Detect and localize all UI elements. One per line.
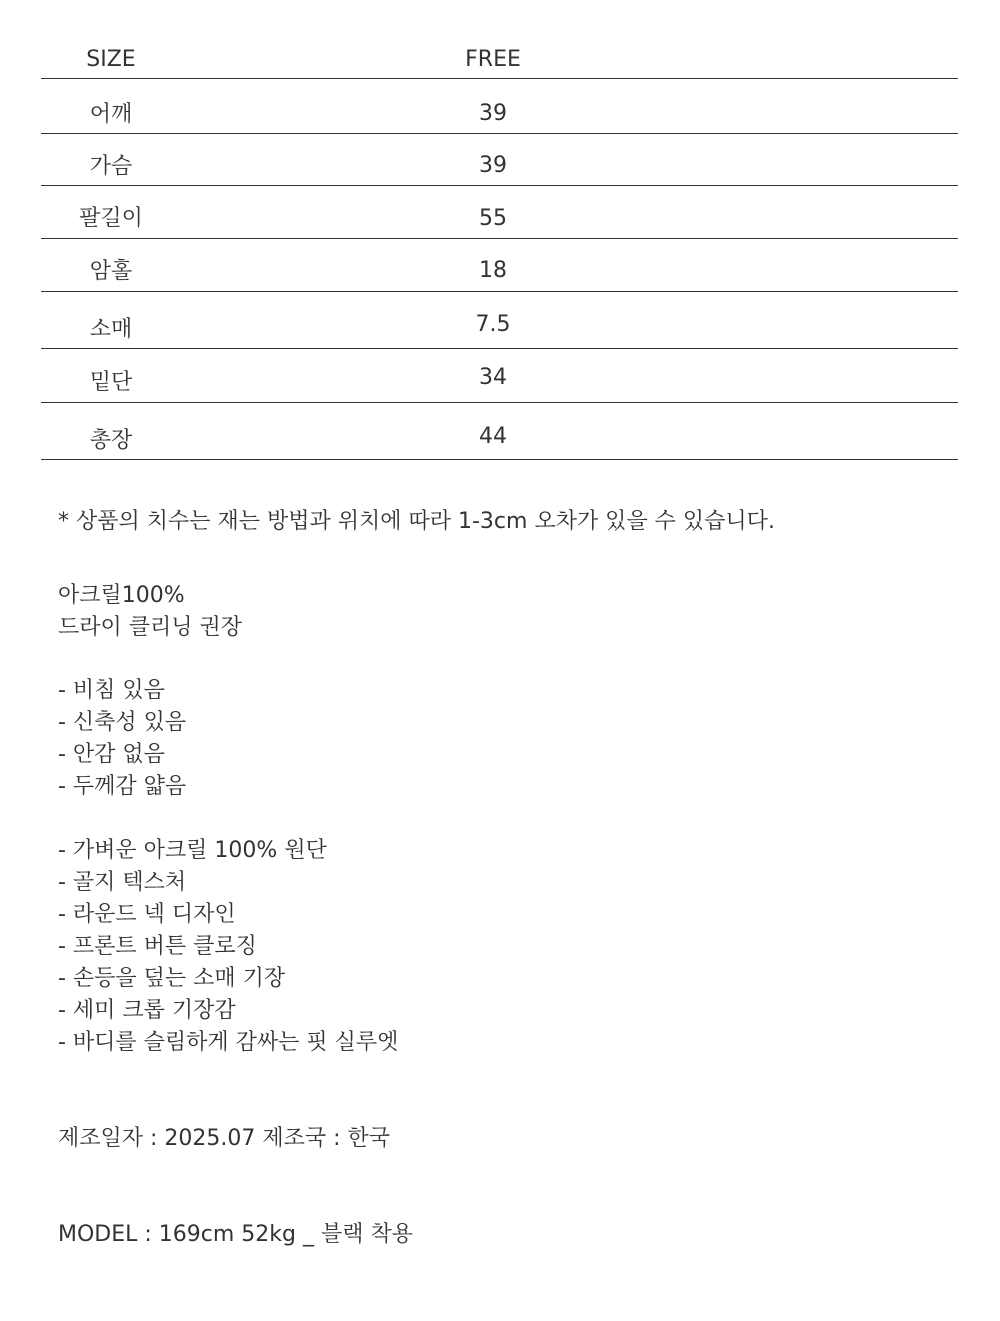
header-size-label: SIZE	[86, 47, 136, 72]
row-label: 팔길이	[79, 206, 143, 231]
table-header-row	[41, 43, 958, 79]
row-value: 7.5	[475, 312, 511, 337]
table-row	[41, 134, 958, 186]
property-item: - 두께감 얇음	[58, 774, 187, 799]
material-info	[58, 580, 958, 644]
property-item: - 비침 있음	[58, 678, 165, 703]
row-value: 39	[479, 101, 507, 126]
row-label: 총장	[89, 428, 133, 453]
row-label: 가슴	[89, 154, 133, 179]
row-value: 39	[479, 153, 507, 178]
product-features	[58, 835, 958, 1059]
row-label: 밑단	[89, 370, 133, 395]
row-value: 34	[479, 365, 507, 390]
property-item: - 안감 없음	[58, 742, 165, 767]
size-table	[41, 43, 958, 460]
row-label: 암홀	[89, 259, 133, 284]
table-row	[41, 292, 958, 349]
feature-item: - 손등을 덮는 소매 기장	[58, 966, 286, 991]
table-row	[41, 239, 958, 292]
material-line: 아크릴100%	[58, 583, 185, 608]
feature-item: - 세미 크롭 기장감	[58, 998, 236, 1023]
size-notice	[58, 506, 958, 538]
row-label: 어깨	[89, 102, 133, 127]
row-value: 55	[479, 206, 507, 231]
feature-item: - 라운드 넥 디자인	[58, 902, 236, 927]
feature-item: - 바디를 슬림하게 감싸는 핏 실루엣	[58, 1030, 399, 1055]
property-item: - 신축성 있음	[58, 710, 187, 735]
feature-item: - 가벼운 아크릴 100% 원단	[58, 838, 327, 863]
table-row	[41, 403, 958, 460]
row-value: 44	[479, 424, 507, 449]
model-text: MODEL : 169cm 52kg _ 블랙 착용	[58, 1222, 413, 1247]
table-row	[41, 349, 958, 403]
table-row	[41, 186, 958, 239]
size-notice-text: * 상품의 치수는 재는 방법과 위치에 따라 1-3cm 오차가 있을 수 있습니다.	[58, 509, 775, 534]
row-value: 18	[479, 258, 507, 283]
row-label: 소매	[89, 317, 133, 342]
fabric-properties	[58, 675, 958, 803]
manufacture-info	[58, 1123, 958, 1155]
model-info	[58, 1219, 958, 1251]
header-free-label: FREE	[465, 47, 521, 72]
care-line: 드라이 클리닝 권장	[58, 615, 243, 640]
feature-item: - 프론트 버튼 클로징	[58, 934, 257, 959]
table-row	[41, 79, 958, 134]
feature-item: - 골지 텍스처	[58, 870, 187, 895]
manufacture-text: 제조일자 : 2025.07 제조국 : 한국	[58, 1126, 391, 1151]
